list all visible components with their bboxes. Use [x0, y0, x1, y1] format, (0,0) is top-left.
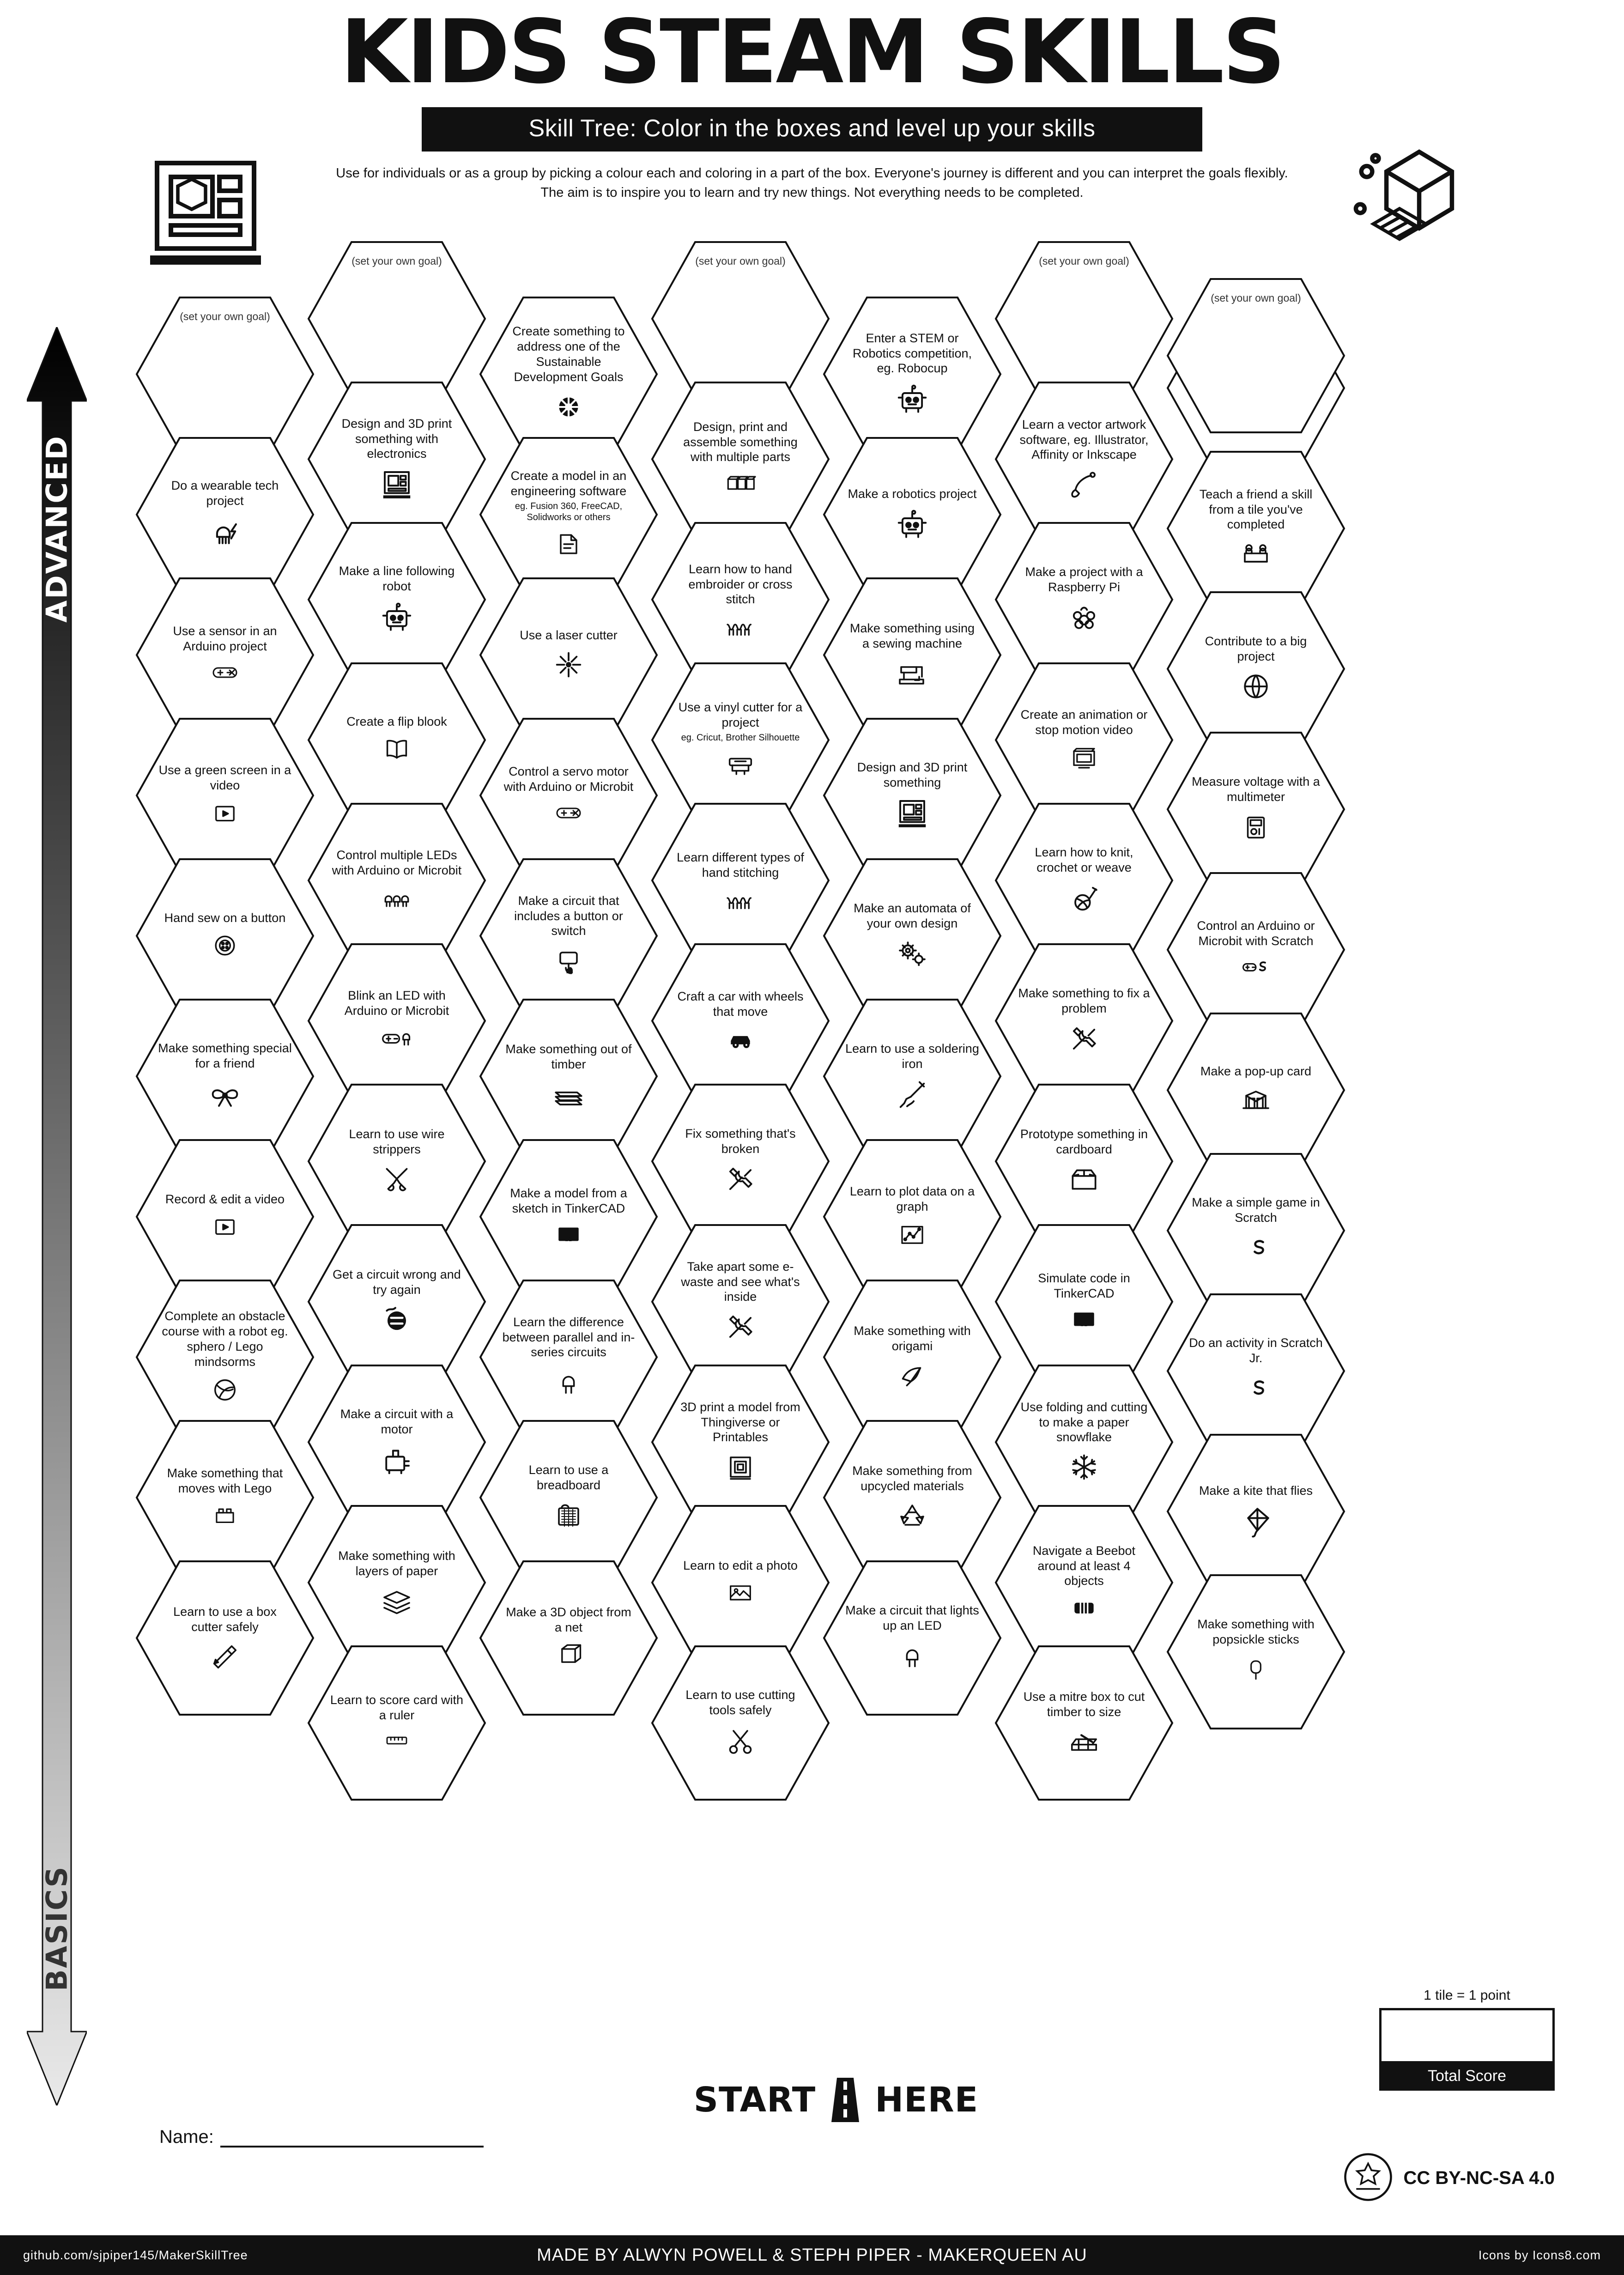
stitch-icon: [709, 612, 771, 637]
name-label: Name:: [159, 2127, 214, 2147]
tile-label: Create something to address one of the Sustainable Development Goals: [512, 324, 625, 384]
skill-tile-c5-r4[interactable]: [821, 716, 1003, 875]
tile-label: Create a model in an engineering software: [510, 469, 627, 498]
cad-model-icon: [553, 528, 584, 561]
skill-tile-c5-r8[interactable]: [821, 1278, 1003, 1437]
popsicle-icon: [1242, 1652, 1270, 1687]
led-icon: [896, 1638, 928, 1673]
basics-label: BASICS: [40, 1865, 74, 1991]
skill-tile-c2-r10[interactable]: [306, 1503, 488, 1662]
tile-sublabel: eg. Fusion 360, FreeCAD, Solidworks or others: [515, 501, 623, 522]
arduino-scratch-icon: [1232, 953, 1280, 981]
skill-tile-c3-r1[interactable]: [478, 295, 660, 454]
skill-tile-c2-r6[interactable]: [306, 941, 488, 1100]
tile-label: Use folding and cutting to make a paper snowflake: [1020, 1400, 1148, 1444]
tile-label: Create an animation or stop motion video: [1020, 708, 1148, 737]
skill-tile-c3-r7[interactable]: [478, 1137, 660, 1296]
press-button-icon: [552, 943, 585, 978]
skill-tile-c2-r8[interactable]: [306, 1222, 488, 1381]
tile-label: Design and 3D print something with electronics: [341, 416, 452, 461]
skill-tile-c6-r5[interactable]: [993, 801, 1175, 960]
tile-goal-placeholder: (set your own goal): [351, 255, 442, 267]
skill-tile-c7-r100[interactable]: [1165, 276, 1347, 435]
sewing-machine-icon: [894, 656, 930, 689]
tile-label: Control a servo motor with Arduino or Microbit: [503, 764, 634, 794]
tile-label: Make something out of timber: [505, 1042, 632, 1071]
scissors-icon: [724, 1723, 757, 1759]
skill-tile-c3-r6[interactable]: [478, 997, 660, 1156]
skill-tile-c6-r8[interactable]: [993, 1222, 1175, 1381]
skill-tile-c5-r9[interactable]: [821, 1418, 1003, 1577]
start-label: START: [693, 2080, 816, 2120]
tile-goal-placeholder: (set your own goal): [1211, 292, 1301, 304]
tile-label: Make a line following robot: [339, 564, 455, 593]
tile-label: Make a circuit that includes a button or switch: [514, 893, 623, 938]
skill-tile-c2-r5[interactable]: [306, 801, 488, 960]
skill-tile-c5-r5[interactable]: [821, 856, 1003, 1015]
total-score-label: Total Score: [1379, 2063, 1555, 2091]
skill-tile-c2-r3[interactable]: [306, 520, 488, 679]
skill-tile-c1-r8[interactable]: [134, 1278, 316, 1437]
svg-text:TIN: TIN: [1081, 1314, 1087, 1319]
footer-bar: [0, 2235, 1624, 2275]
gears-icon: [892, 936, 932, 971]
tile-label: Learn to use a soldering iron: [845, 1042, 979, 1071]
skill-tile-c5-r3[interactable]: [821, 576, 1003, 734]
skill-tile-c4-r8[interactable]: [649, 1222, 831, 1381]
tile-goal-placeholder: (set your own goal): [695, 255, 786, 267]
skill-tile-c6-r10[interactable]: [993, 1503, 1175, 1662]
printer-chip-icon: [379, 466, 415, 502]
skill-tile-c3-r3[interactable]: [478, 576, 660, 734]
tile-label: Use a sensor in an Arduino project: [173, 624, 277, 653]
advanced-label: ADVANCED: [40, 435, 74, 623]
skill-tile-c7-r6[interactable]: [1165, 1011, 1347, 1170]
recycle-icon: [895, 1498, 930, 1532]
tile-label: Make something with origami: [854, 1324, 971, 1353]
tile-label: Get a circuit wrong and try again: [333, 1268, 461, 1297]
snowflake-icon: [1066, 1450, 1102, 1485]
tile-label: Enter a STEM or Robotics competition, eg. Robocup: [852, 331, 972, 376]
tile-label: Learn to edit a photo: [683, 1558, 798, 1572]
tile-label: Complete an obstacle course with a robot eg. sphero / Lego mindsorms: [162, 1309, 288, 1369]
tile-label: Blink an LED with Arduino or Microbit: [344, 989, 449, 1018]
tile-label: Make something with layers of paper: [338, 1549, 455, 1578]
tools-icon: [723, 1309, 758, 1344]
tile-label: Make something with popsickle sticks: [1197, 1617, 1315, 1646]
tile-label: Learn to use a breadboard: [528, 1463, 609, 1492]
tile-label: Record & edit a video: [165, 1192, 285, 1206]
skill-tile-c1-r3[interactable]: [134, 576, 316, 734]
skill-tile-c1-r4[interactable]: [134, 716, 316, 875]
teaching-icon: [1236, 537, 1276, 570]
tile-label: Learn to use cutting tools safely: [685, 1688, 795, 1717]
cc-badge-icon: [1343, 2152, 1394, 2205]
tile-label: Prototype something in cardboard: [1020, 1127, 1148, 1156]
skill-tile-c4-r9[interactable]: [649, 1363, 831, 1522]
name-field-row: [159, 2126, 484, 2148]
license-text: CC BY-NC-SA 4.0: [1403, 2168, 1555, 2188]
svg-text:CAD: CAD: [564, 1237, 573, 1242]
paper-layers-icon: [377, 1583, 416, 1617]
robot-icon: [379, 599, 415, 636]
pen-tool-icon: [1066, 467, 1102, 501]
tools-icon: [1067, 1021, 1102, 1056]
tile-label: Use a laser cutter: [520, 628, 618, 642]
skill-tile-c7-r10[interactable]: [1165, 1572, 1347, 1731]
footer-github-link[interactable]: github.com/sjpiper145/MakerSkillTree: [23, 2248, 248, 2262]
skill-tile-c7-r7[interactable]: [1165, 1151, 1347, 1310]
breadboard-icon: [552, 1498, 585, 1533]
tile-label: Design, print and assemble something with multiple parts: [683, 419, 798, 464]
scratch-icon: [1242, 1371, 1270, 1407]
tile-label: Craft a car with wheels that move: [677, 989, 804, 1019]
svg-text:KER: KER: [1080, 1317, 1088, 1323]
tile-label: Control multiple LEDs with Arduino or Microbit: [332, 848, 462, 877]
tile-label: Simulate code in TinkerCAD: [1038, 1271, 1130, 1300]
tile-label: Make a circuit that lights up an LED: [845, 1603, 979, 1632]
skill-tile-c2-r4[interactable]: [306, 661, 488, 819]
printer-chip-icon: [894, 795, 930, 831]
skill-tile-c6-r11[interactable]: [993, 1644, 1175, 1802]
vinyl-cutter-icon: [722, 748, 758, 780]
tile-label: Measure voltage with a multimeter: [1192, 775, 1320, 804]
tile-label: Contribute to a big project: [1205, 634, 1307, 663]
beebot-icon: [1066, 1593, 1103, 1622]
skill-tile-c6-r9[interactable]: [993, 1363, 1175, 1522]
robot-icon: [894, 381, 930, 418]
ruler-icon: [376, 1728, 417, 1753]
name-input[interactable]: [220, 2126, 484, 2148]
yarn-icon: [1067, 880, 1102, 916]
tile-sublabel: eg. Cricut, Brother Silhouette: [681, 732, 800, 743]
animation-icon: [1066, 742, 1102, 773]
led-bolt-icon: [206, 513, 244, 551]
skill-tile-c4-r1[interactable]: [649, 239, 831, 398]
tile-label: Learn to plot data on a graph: [849, 1184, 975, 1213]
soldering-iron-icon: [894, 1076, 931, 1111]
tile-label: Use a green screen in a video: [158, 763, 291, 792]
skill-tile-c3-r10[interactable]: [478, 1559, 660, 1717]
score-hint: 1 tile = 1 point: [1424, 1988, 1510, 2003]
origami-icon: [894, 1359, 931, 1391]
tile-label: Make a circuit with a motor: [340, 1407, 454, 1436]
skill-tile-c7-r4[interactable]: [1165, 730, 1347, 889]
skill-tile-c2-r1[interactable]: [306, 239, 488, 398]
skill-tile-c3-r9[interactable]: [478, 1418, 660, 1577]
skill-tile-c1-r7[interactable]: [134, 1137, 316, 1296]
intro-text: Use for individuals or as a group by picking a colour each and coloring in a part of the box. Everyone's journey is different and you can interpret the goals flexibly. The aim is to inspire you to learn and try new things. Not everything needs to be completed.: [336, 166, 1288, 200]
tile-label: Create a flip blook: [346, 714, 447, 728]
skill-tile-c2-r2[interactable]: [306, 380, 488, 539]
led-icon: [552, 1365, 585, 1400]
skill-tile-c4-r7[interactable]: [649, 1082, 831, 1241]
skill-tile-c1-r9[interactable]: [134, 1418, 316, 1577]
book-icon: [380, 734, 414, 766]
subtitle-banner: Skill Tree: Color in the boxes and level up your skills: [422, 107, 1202, 152]
tile-label: Fix something that's broken: [685, 1127, 796, 1156]
tile-goal-placeholder: (set your own goal): [1039, 255, 1129, 267]
skill-tile-c4-r3[interactable]: [649, 520, 831, 679]
tile-label: Do an activity in Scratch Jr.: [1189, 1336, 1323, 1365]
svg-text:CAD: CAD: [1079, 1322, 1089, 1327]
laser-icon: [551, 647, 586, 682]
box-cutter-icon: [206, 1639, 243, 1672]
skill-tile-c3-r4[interactable]: [478, 716, 660, 875]
photo-icon: [723, 1577, 758, 1607]
sdg-wheel-icon: [551, 389, 586, 425]
video-play-icon: [210, 798, 240, 828]
tile-label: Make a project with a Raspberry Pi: [1025, 565, 1143, 594]
wire-strippers-icon: [378, 1162, 415, 1196]
arduino-led-icon: [372, 1023, 422, 1054]
tile-label: Learn to use a box cutter safely: [173, 1605, 277, 1634]
tile-label: Use a mitre box to cut timber to size: [1023, 1690, 1145, 1719]
footer-icons-credit[interactable]: Icons by Icons8.com: [1478, 2248, 1601, 2262]
motor-icon: [379, 1442, 415, 1478]
net-cube-icon: [551, 1640, 587, 1671]
skill-tile-c2-r11[interactable]: [306, 1644, 488, 1802]
skill-tile-c5-r10[interactable]: [821, 1559, 1003, 1717]
skill-tile-c5-r6[interactable]: [821, 997, 1003, 1156]
skill-tile-c1-r5[interactable]: [134, 856, 316, 1015]
tile-label: Make a model from a sketch in TinkerCAD: [510, 1186, 627, 1215]
tile-label: Make a kite that flies: [1199, 1483, 1313, 1498]
tile-label: Learn how to hand embroider or cross stitch: [688, 562, 793, 607]
tile-label: Learn to score card with a ruler: [330, 1693, 464, 1722]
skill-tile-c1-r10[interactable]: [134, 1559, 316, 1717]
video-play-icon: [210, 1211, 240, 1242]
tile-label: Make a pop-up card: [1200, 1064, 1312, 1078]
skill-tile-c7-r8[interactable]: [1165, 1292, 1347, 1450]
tinkercad-icon: [1067, 1306, 1101, 1333]
tile-label: Take apart some e-waste and see what's inside: [681, 1259, 800, 1304]
tile-label: Make a 3D object from a net: [506, 1605, 631, 1634]
skill-tile-c3-r5[interactable]: [478, 856, 660, 1015]
tile-label: Make something that moves with Lego: [167, 1466, 283, 1495]
graph-icon: [895, 1219, 930, 1250]
tile-label: Teach a friend a skill from a tile you've completed: [1199, 487, 1313, 532]
button-icon: [209, 930, 241, 961]
skill-tile-c6-r3[interactable]: [993, 520, 1175, 679]
cardboard-box-icon: [1064, 1162, 1104, 1196]
tile-label: Learn how to knit, crochet or weave: [1035, 845, 1133, 874]
arduino-icon: [205, 659, 245, 686]
multi-led-icon: [373, 883, 421, 913]
tile-label: Make something special for a friend: [158, 1041, 292, 1070]
skill-tile-c4-r11[interactable]: [649, 1644, 831, 1802]
lego-brick-icon: [209, 1501, 241, 1529]
svg-text:KER: KER: [564, 1232, 573, 1238]
arduino-icon: [549, 799, 588, 827]
tile-label: Design and 3D print something: [857, 760, 968, 789]
skill-tile-c1-r2[interactable]: [134, 435, 316, 594]
start-here-banner: [665, 2078, 1007, 2122]
tile-goal-placeholder: (set your own goal): [180, 310, 270, 322]
svg-text:TIN: TIN: [565, 1229, 572, 1234]
skill-tile-c6-r7[interactable]: [993, 1082, 1175, 1241]
skill-tree-grid: [0, 1, 1624, 2275]
skill-tile-c2-r9[interactable]: [306, 1363, 488, 1522]
tile-label: Hand sew on a button: [164, 910, 286, 925]
scratch-icon: [1242, 1230, 1270, 1266]
here-label: HERE: [875, 2080, 979, 2120]
car-icon: [721, 1024, 760, 1053]
tile-label: Make something to fix a problem: [1018, 986, 1150, 1015]
skill-tile-c7-r5[interactable]: [1165, 870, 1347, 1029]
tile-label: Control an Arduino or Microbit with Scratch: [1197, 919, 1315, 948]
multimeter-icon: [1240, 809, 1272, 844]
popup-card-icon: [1236, 1083, 1276, 1116]
skill-tile-c7-r2[interactable]: [1165, 449, 1347, 608]
skill-tile-c6-r1[interactable]: [993, 239, 1175, 398]
skill-tile-c5-r7[interactable]: [821, 1137, 1003, 1296]
gift-bow-icon: [205, 1076, 245, 1112]
stitch-icon: [709, 885, 771, 911]
skill-tile-c1-r6[interactable]: [134, 997, 316, 1156]
smoke-face-icon: [380, 1302, 414, 1336]
tile-label: Do a wearable tech project: [171, 479, 279, 508]
print-model-icon: [724, 1450, 757, 1485]
sphero-icon: [209, 1374, 241, 1406]
tile-label: Use a vinyl cutter for a project: [678, 700, 803, 729]
skill-tile-c6-r6[interactable]: [993, 941, 1175, 1100]
tile-label: Navigate a Beebot around at least 4 objects: [1032, 1543, 1136, 1588]
skill-tile-c1-r1[interactable]: [134, 295, 316, 454]
tinkercad-icon: [552, 1221, 585, 1248]
tile-label: Learn to use wire strippers: [349, 1127, 445, 1156]
road-icon: [826, 2078, 865, 2122]
skill-tile-c4-r6[interactable]: [649, 941, 831, 1100]
tile-label: Make something from upcycled materials: [852, 1464, 972, 1493]
kite-icon: [1237, 1503, 1274, 1540]
skill-tile-c6-r2[interactable]: [993, 380, 1175, 539]
skill-tile-c2-r7[interactable]: [306, 1082, 488, 1241]
raspberry-pi-icon: [1067, 600, 1102, 635]
tile-label: 3D print a model from Thingiverse or Printables: [680, 1400, 800, 1444]
tile-label: Make a robotics project: [848, 486, 977, 501]
timber-icon: [547, 1077, 590, 1111]
skill-tile-c6-r4[interactable]: [993, 661, 1175, 819]
license-row: [1343, 2152, 1555, 2205]
skill-tile-c7-r3[interactable]: [1165, 589, 1347, 748]
footer-credit: MADE BY ALWYN POWELL & STEPH PIPER - MAKERQUEEN AU: [537, 2245, 1087, 2265]
tile-label: Make an automata of your own design: [854, 901, 971, 930]
skill-tile-c5-r2[interactable]: [821, 435, 1003, 594]
tile-label: Learn the difference between parallel and in-series circuits: [502, 1315, 635, 1359]
skill-tile-c4-r5[interactable]: [649, 801, 831, 960]
skill-tile-c4-r4[interactable]: [649, 661, 831, 819]
score-box: [1379, 1988, 1555, 2091]
robot-icon: [894, 506, 930, 543]
tile-label: Make something using a sewing machine: [849, 621, 975, 650]
page-title: KIDS STEAM SKILLS: [340, 1, 1284, 103]
mitre-box-icon: [1063, 1724, 1105, 1757]
tile-label: Make a simple game in Scratch: [1192, 1195, 1320, 1225]
skill-tile-c3-r2[interactable]: [478, 435, 660, 594]
tile-label: Learn different types of hand stitching: [677, 850, 804, 880]
globe-icon: [1238, 669, 1273, 704]
multi-parts-icon: [716, 469, 764, 499]
skill-tile-c4-r2[interactable]: [649, 380, 831, 539]
tools-icon: [723, 1161, 758, 1196]
skill-tile-c4-r10[interactable]: [649, 1503, 831, 1662]
skill-tile-c5-r1[interactable]: [821, 295, 1003, 454]
total-score-input[interactable]: [1379, 2008, 1555, 2063]
skill-tile-c3-r8[interactable]: [478, 1278, 660, 1437]
tile-label: Learn a vector artwork software, eg. Illustrator, Affinity or Inkscape: [1019, 417, 1149, 462]
skill-tile-c7-r9[interactable]: [1165, 1432, 1347, 1591]
